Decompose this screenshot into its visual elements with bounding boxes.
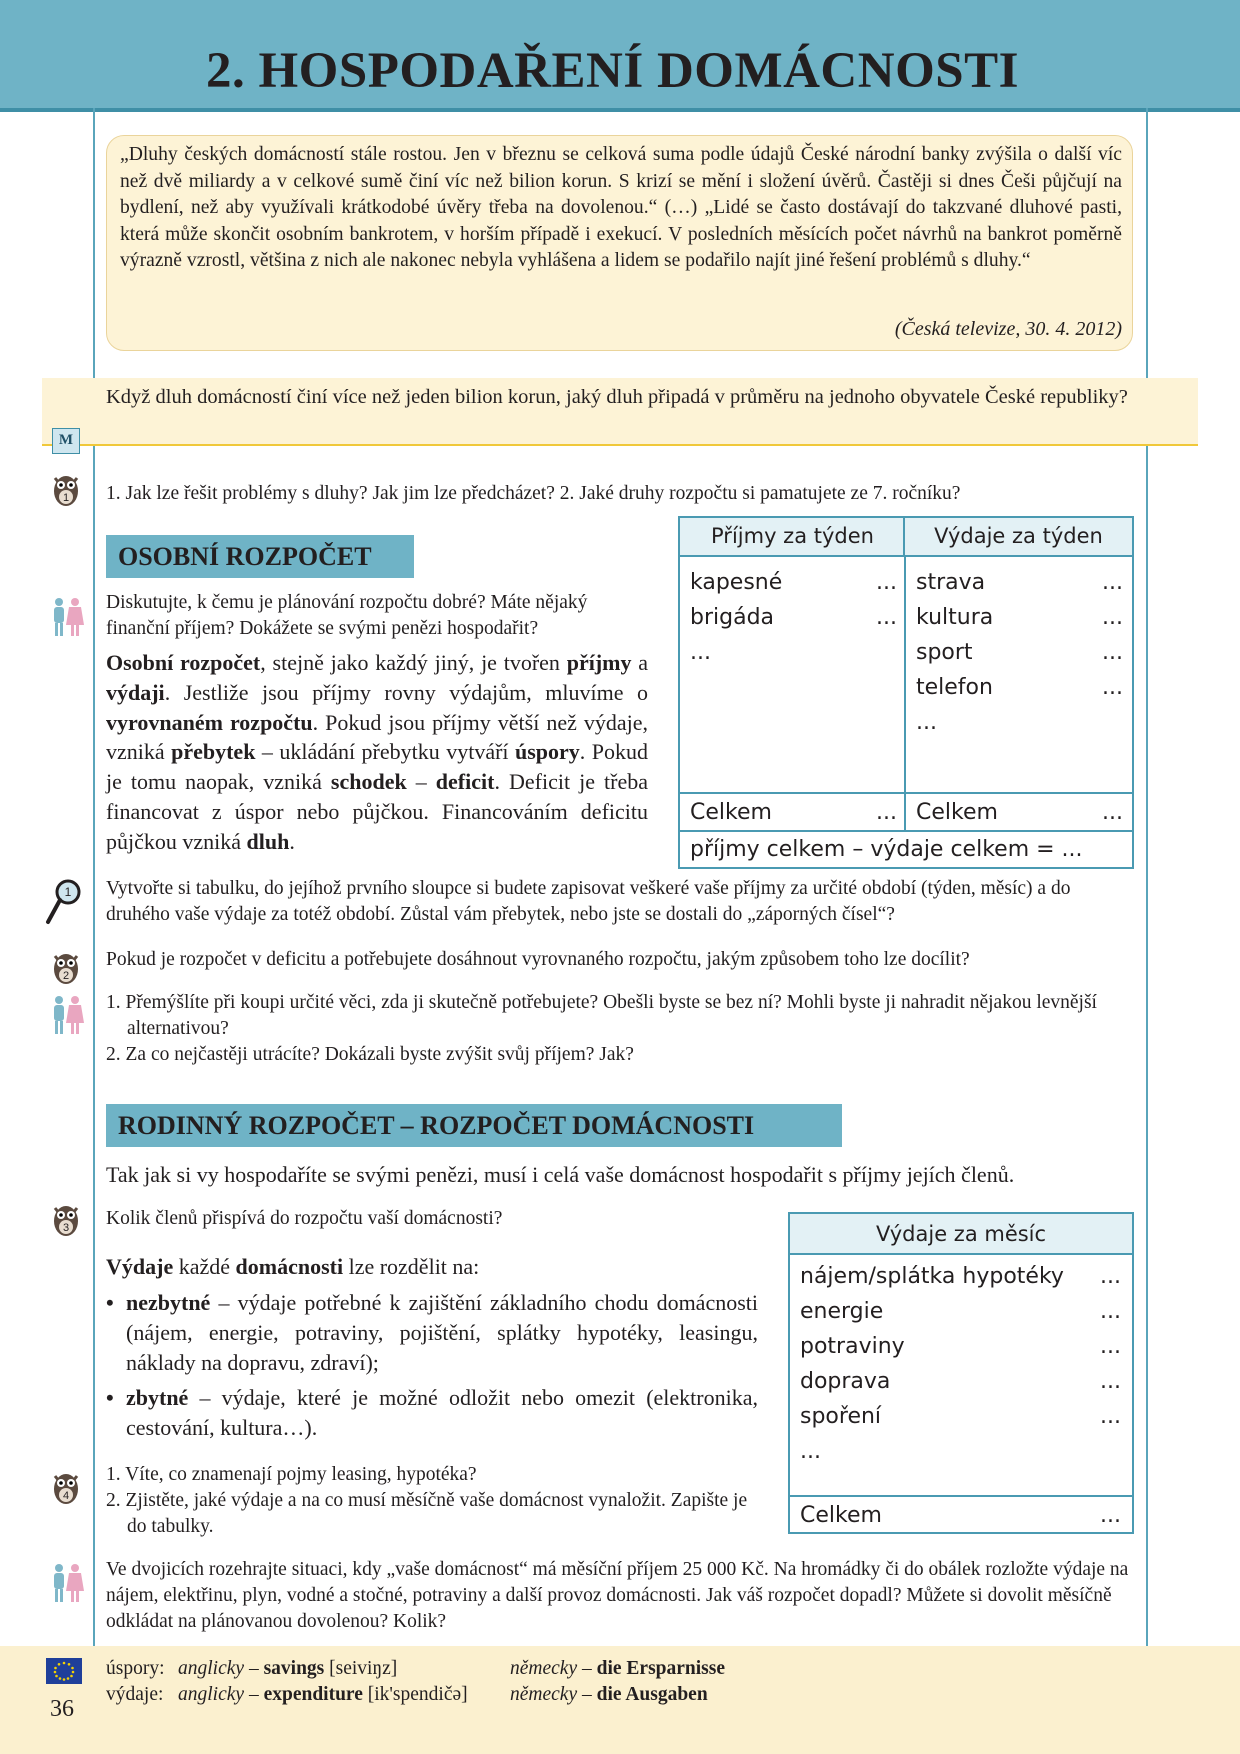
section-intro: Tak jak si vy hospodaříte se svými penězi, musí i celá vaše domácnost hospodařit s příjmy jejích členů. bbox=[106, 1162, 1015, 1187]
balance-row: příjmy celkem – výdaje celkem = ... bbox=[690, 837, 1083, 862]
monthly-total-value: ... bbox=[1100, 1503, 1121, 1528]
bold-term: úspory bbox=[515, 739, 580, 765]
language-label: anglicky bbox=[178, 1658, 245, 1679]
text-run: lze rozdělit na: bbox=[343, 1254, 480, 1279]
monthly-total-label: Celkem bbox=[800, 1503, 882, 1528]
pair-work-icon bbox=[48, 1562, 86, 1604]
expense-category-item bbox=[106, 1288, 758, 1377]
section-heading: OSOBNÍ ROZPOČET bbox=[106, 535, 414, 578]
pair-item-1: 1. Přemýšlíte při koupi určité věci, zda ji skutečně potřebujete? Obešli byste se bez ní? Mohli byste ji nahradit nějakou levnější alternativou? bbox=[106, 992, 1097, 1039]
bullet-dot: • bbox=[106, 1385, 114, 1411]
right-margin-rule bbox=[1146, 108, 1148, 1646]
income-total-value: ... bbox=[876, 800, 897, 825]
dash: – bbox=[244, 1658, 264, 1679]
text-run: – bbox=[406, 769, 436, 795]
pair-work-icon bbox=[48, 994, 86, 1036]
english-word: expenditure bbox=[263, 1684, 363, 1705]
category-description: – výdaje, které je možné odložit nebo omezit (elektronika, cestování, kultura…). bbox=[126, 1385, 758, 1441]
owl-icon bbox=[51, 1200, 81, 1238]
expense-value: ... bbox=[1102, 675, 1123, 700]
bold-term: příjmy bbox=[566, 650, 632, 675]
monthly-row-value: ... bbox=[1100, 1334, 1121, 1359]
category-description: – výdaje potřebné k zajištění základního chodu domácnosti (nájem, energie, potraviny, pojištění, splátky hypotéky, leasingu, náklady na dopravu, zdraví); bbox=[126, 1290, 758, 1375]
bold-term: domácnosti bbox=[235, 1254, 344, 1279]
pair-task-text: Ve dvojicích rozehrajte situaci, kdy „vaše domácnost“ má měsíční příjem 25 000 Kč. Na hromádky či do obálek rozložte výdaje na nájem, elektřinu, plyn, vodné a stočné, potraviny a další provoz domácnosti. Jak váš rozpočet dopadl? Můžete si dovolit měsíčně odkládat na plánovanou dovolenou? Kolik? bbox=[106, 1559, 1129, 1632]
pair-item-2: 2. Za co nejčastěji utrácíte? Dokázali byste zvýšit svůj příjem? Jak? bbox=[106, 1044, 634, 1065]
income-total-label: Celkem bbox=[690, 800, 772, 825]
research-magnifier-icon bbox=[44, 878, 84, 926]
category-term: nezbytné bbox=[126, 1290, 211, 1315]
bold-term: Osobní rozpočet bbox=[106, 650, 261, 675]
quote-text: „Dluhy českých domácností stále rostou. Jen v březnu se celková suma podle údajů České národní banky zvýšila o další víc než dvě miliardy a v celkové sumě činí víc než bilion korun. S krizí se mění i složení úvěrů. Častěji si dnes Češi půjčují na bydlení, než aby využívali krátkodobé úvěry třeba na dovolenou.“ (…) „Lidé se často dostávají do takzvané dluhové pasti, která může skončit osobním bankrotem, v horším případě i exekucí. V posledních měsících počet návrhů na bankrot poměrně výrazně vzrostl, většina z nich ale nakonec nebyla vyhlášena a lidem se podařilo najít jiné řešení problémů s dluhy.“ bbox=[120, 144, 1122, 271]
dash: – bbox=[244, 1684, 264, 1705]
income-value: ... bbox=[876, 570, 897, 595]
eu-flag-icon bbox=[46, 1658, 82, 1684]
income-label: brigáda bbox=[690, 605, 775, 630]
monthly-table-header: Výdaje za měsíc bbox=[875, 1222, 1047, 1246]
owl-number: 4 bbox=[62, 1490, 70, 1502]
expense-label: sport bbox=[916, 640, 973, 665]
language-label: německy bbox=[510, 1684, 578, 1705]
expense-label: telefon bbox=[916, 675, 993, 700]
glossary-german bbox=[510, 1682, 708, 1708]
monthly-row-label: ... bbox=[800, 1439, 821, 1464]
text-run: . Deficit je třeba financovat z úspor nebo půjčkou. Financováním deficitu půjčkou vzniká bbox=[106, 769, 648, 854]
glossary-term: výdaje: bbox=[106, 1684, 164, 1705]
question-text: 1. Jak lze řešit problémy s dluhy? Jak jim lze předcházet? 2. Jaké druhy rozpočtu si pamatujete ze 7. ročníku? bbox=[106, 483, 961, 504]
language-label: anglicky bbox=[178, 1684, 245, 1705]
owl-number: 3 bbox=[62, 1222, 70, 1234]
income-label: ... bbox=[690, 640, 711, 665]
text-run: . Pokud je tomu naopak, vzniká bbox=[106, 739, 648, 795]
pair-work-icon bbox=[48, 596, 86, 638]
math-icon: M bbox=[52, 428, 80, 454]
owl-icon bbox=[51, 470, 81, 508]
weekly-budget-table bbox=[678, 516, 1134, 869]
expense-value: ... bbox=[1102, 570, 1123, 595]
glossary-row bbox=[106, 1656, 1136, 1682]
research-number: 1 bbox=[64, 885, 72, 899]
bold-term: dluh bbox=[246, 828, 290, 854]
text-run: . Jestliže jsou příjmy rovny výdajům, mluvíme o bbox=[164, 679, 648, 705]
text-run: . Pokud jsou příjmy větší než výdaje, vzniká bbox=[106, 709, 649, 765]
pair-item bbox=[106, 990, 1136, 1068]
expense-label: strava bbox=[916, 570, 986, 595]
category-term: zbytné bbox=[126, 1385, 189, 1411]
monthly-row-value: ... bbox=[1100, 1369, 1121, 1394]
bold-term: přebytek bbox=[171, 739, 256, 765]
glossary-term: úspory: bbox=[106, 1658, 165, 1679]
section-heading: RODINNÝ ROZPOČET – ROZPOČET DOMÁCNOSTI bbox=[106, 1104, 842, 1147]
dash: – bbox=[577, 1658, 597, 1679]
income-column-header: Příjmy za týden bbox=[711, 524, 874, 548]
bold-term: vyrovnaném rozpočtu bbox=[106, 709, 313, 735]
glossary-german bbox=[510, 1656, 725, 1682]
bold-term: Výdaje bbox=[106, 1254, 174, 1279]
owl-icon bbox=[51, 1468, 81, 1506]
question-list bbox=[106, 1462, 766, 1540]
bold-term: schodek bbox=[330, 769, 407, 795]
question-text: Pokud je rozpočet v deficitu a potřebujete dosáhnout vyrovnaného rozpočtu, jakým způsobem toho lze docílit? bbox=[106, 949, 970, 970]
expense-value: ... bbox=[1102, 605, 1123, 630]
expense-label: ... bbox=[916, 710, 937, 735]
quote-source: (Česká televize, 30. 4. 2012) bbox=[894, 318, 1122, 340]
owl-icon bbox=[51, 948, 81, 986]
monthly-row-label: energie bbox=[800, 1299, 884, 1324]
expenses-lead bbox=[106, 1252, 746, 1282]
question-item-1: 1. Víte, co znamenají pojmy leasing, hypotéka? bbox=[106, 1464, 477, 1485]
text-run: , stejně jako každý jiný, je tvořen bbox=[260, 650, 567, 675]
text-run: . bbox=[289, 828, 295, 854]
german-word: die Ausgaben bbox=[596, 1684, 708, 1705]
bold-term: výdaji bbox=[106, 679, 165, 705]
glossary-english bbox=[178, 1656, 397, 1682]
monthly-row-label: doprava bbox=[800, 1369, 891, 1394]
monthly-row-value: ... bbox=[1100, 1299, 1121, 1324]
german-word: die Ersparnisse bbox=[596, 1658, 725, 1679]
expense-category-item bbox=[106, 1383, 758, 1443]
bold-term: deficit bbox=[435, 769, 495, 795]
page-number: 36 bbox=[50, 1696, 74, 1722]
owl-number: 2 bbox=[62, 970, 70, 982]
language-label: německy bbox=[510, 1658, 578, 1679]
english-word: savings bbox=[263, 1658, 325, 1679]
pronunciation: [ik'spendičə] bbox=[367, 1684, 468, 1705]
income-value: ... bbox=[876, 605, 897, 630]
section-body bbox=[106, 648, 648, 857]
monthly-row-label: potraviny bbox=[800, 1334, 905, 1359]
monthly-expense-table bbox=[788, 1212, 1134, 1534]
page-title: 2. HOSPODAŘENÍ DOMÁCNOSTI bbox=[206, 43, 1019, 99]
bullet-dot: • bbox=[106, 1290, 114, 1315]
glossary-row bbox=[106, 1682, 1136, 1708]
expense-total-value: ... bbox=[1102, 800, 1123, 825]
expense-label: kultura bbox=[916, 605, 994, 630]
monthly-row-value: ... bbox=[1100, 1264, 1121, 1289]
text-run: každé bbox=[173, 1254, 236, 1279]
text-run: – ukládání přebytku vytváří bbox=[255, 739, 515, 765]
question-item-2: 2. Zjistěte, jaké výdaje a na co musí měsíčně vaše domácnost vynaložit. Zapište je do tabulky. bbox=[106, 1490, 748, 1537]
monthly-row-label: spoření bbox=[800, 1404, 882, 1429]
income-label: kapesné bbox=[690, 570, 783, 595]
research-text: Vytvořte si tabulku, do jejíhož prvního sloupce si budete zapisovat veškeré vaše příjmy za určité období (týden, měsíc) a do druhého vaše výdaje za totéž období. Zůstal vám přebytek, nebo jste se dostali do „záporných čísel“? bbox=[106, 878, 1071, 925]
owl-number: 1 bbox=[62, 492, 70, 504]
dash: – bbox=[577, 1684, 597, 1705]
glossary-english bbox=[178, 1682, 468, 1708]
math-task-text: Když dluh domácností činí více než jeden bilion korun, jaký dluh připadá v průměru na jednoho obyvatele České republiky? bbox=[106, 386, 1128, 408]
left-margin-rule bbox=[93, 108, 95, 1646]
monthly-row-label: nájem/splátka hypotéky bbox=[800, 1264, 1064, 1289]
expense-column-header: Výdaje za týden bbox=[934, 524, 1103, 548]
expense-total-label: Celkem bbox=[916, 800, 998, 825]
monthly-row-value: ... bbox=[1100, 1404, 1121, 1429]
question-text: Kolik členů přispívá do rozpočtu vaší domácnosti? bbox=[106, 1208, 503, 1229]
text-run: a bbox=[631, 650, 649, 675]
expense-value: ... bbox=[1102, 640, 1123, 665]
glossary-list bbox=[106, 1656, 1136, 1708]
discussion-text: Diskutujte, k čemu je plánování rozpočtu dobré? Máte nějaký finanční příjem? Dokážete se svými penězi hospodařit? bbox=[106, 592, 588, 639]
expense-categories-list bbox=[106, 1288, 758, 1449]
pronunciation: [seiviŋz] bbox=[329, 1658, 398, 1679]
